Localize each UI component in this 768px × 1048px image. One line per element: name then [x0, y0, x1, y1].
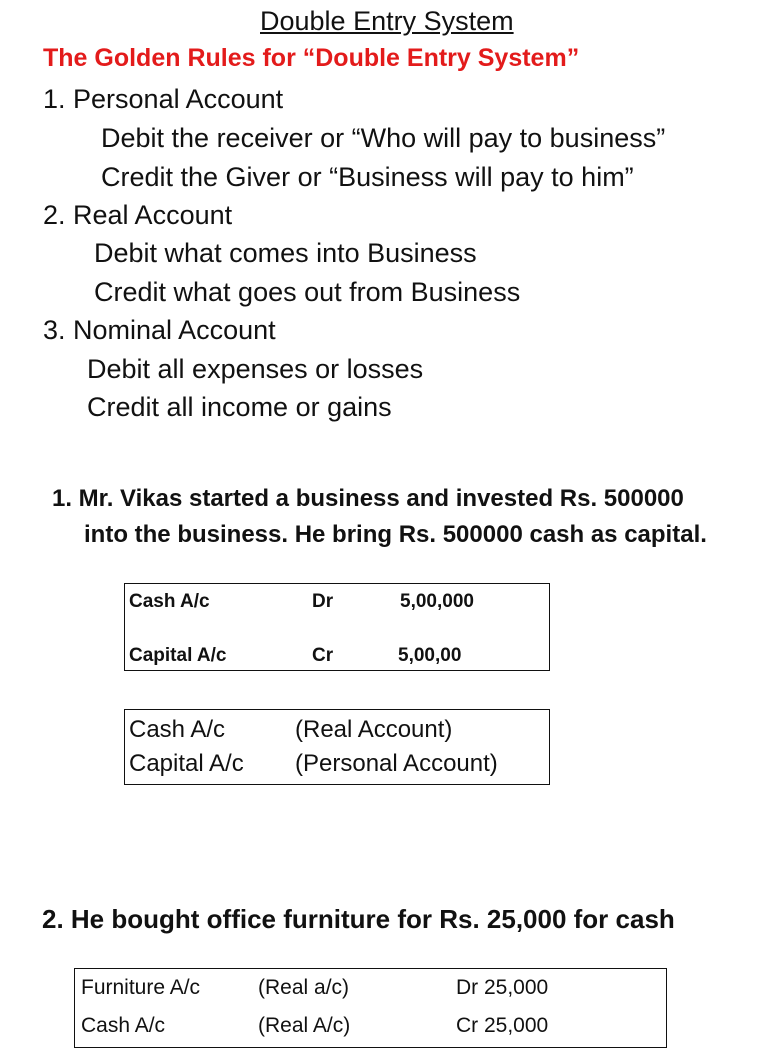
page-title: Double Entry System: [260, 6, 514, 36]
journal-amount: 5,00,00: [398, 645, 462, 666]
entry-type: (Real a/c): [258, 976, 350, 999]
entry-amount: Dr 25,000: [456, 976, 549, 999]
rule-heading-personal: 1. Personal Account: [43, 84, 284, 114]
example2-question: 2. He bought office furniture for Rs. 25,000 for cash: [42, 904, 675, 934]
entry-type: (Real A/c): [258, 1014, 351, 1037]
journal-amount: 5,00,000: [400, 591, 474, 612]
example1-classification-box: [124, 709, 550, 785]
journal-side: Dr: [312, 591, 334, 612]
rule-line-personal-debit: Debit the receiver or “Who will pay to business”: [101, 123, 666, 153]
golden-rules-subtitle: The Golden Rules for “Double Entry System”: [43, 44, 580, 72]
rule-heading-real: 2. Real Account: [43, 200, 233, 230]
entry-account: Furniture A/c: [81, 976, 201, 999]
rule-line-personal-credit: Credit the Giver or “Business will pay to him”: [101, 162, 634, 192]
classification-type: (Real Account): [295, 716, 453, 743]
entry-amount: Cr 25,000: [456, 1014, 549, 1037]
classification-account: Cash A/c: [129, 716, 226, 743]
example2-entry-box: [74, 968, 667, 1048]
entry-account: Cash A/c: [81, 1014, 166, 1037]
example1-journal-box: [124, 583, 550, 671]
rule-heading-nominal: 3. Nominal Account: [43, 315, 276, 345]
classification-type: (Personal Account): [295, 750, 498, 777]
rule-line-real-credit: Credit what goes out from Business: [94, 277, 521, 307]
rule-line-nominal-credit: Credit all income or gains: [87, 392, 392, 422]
rule-line-real-debit: Debit what comes into Business: [94, 238, 477, 268]
example1-question-line1: 1. Mr. Vikas started a business and invested Rs. 500000: [52, 485, 684, 512]
journal-account: Cash A/c: [129, 591, 210, 612]
journal-account: Capital A/c: [129, 645, 227, 666]
example1-question-line2: into the business. He bring Rs. 500000 cash as capital.: [84, 521, 707, 548]
classification-account: Capital A/c: [129, 750, 244, 777]
rule-line-nominal-debit: Debit all expenses or losses: [87, 354, 424, 384]
journal-side: Cr: [312, 645, 334, 666]
